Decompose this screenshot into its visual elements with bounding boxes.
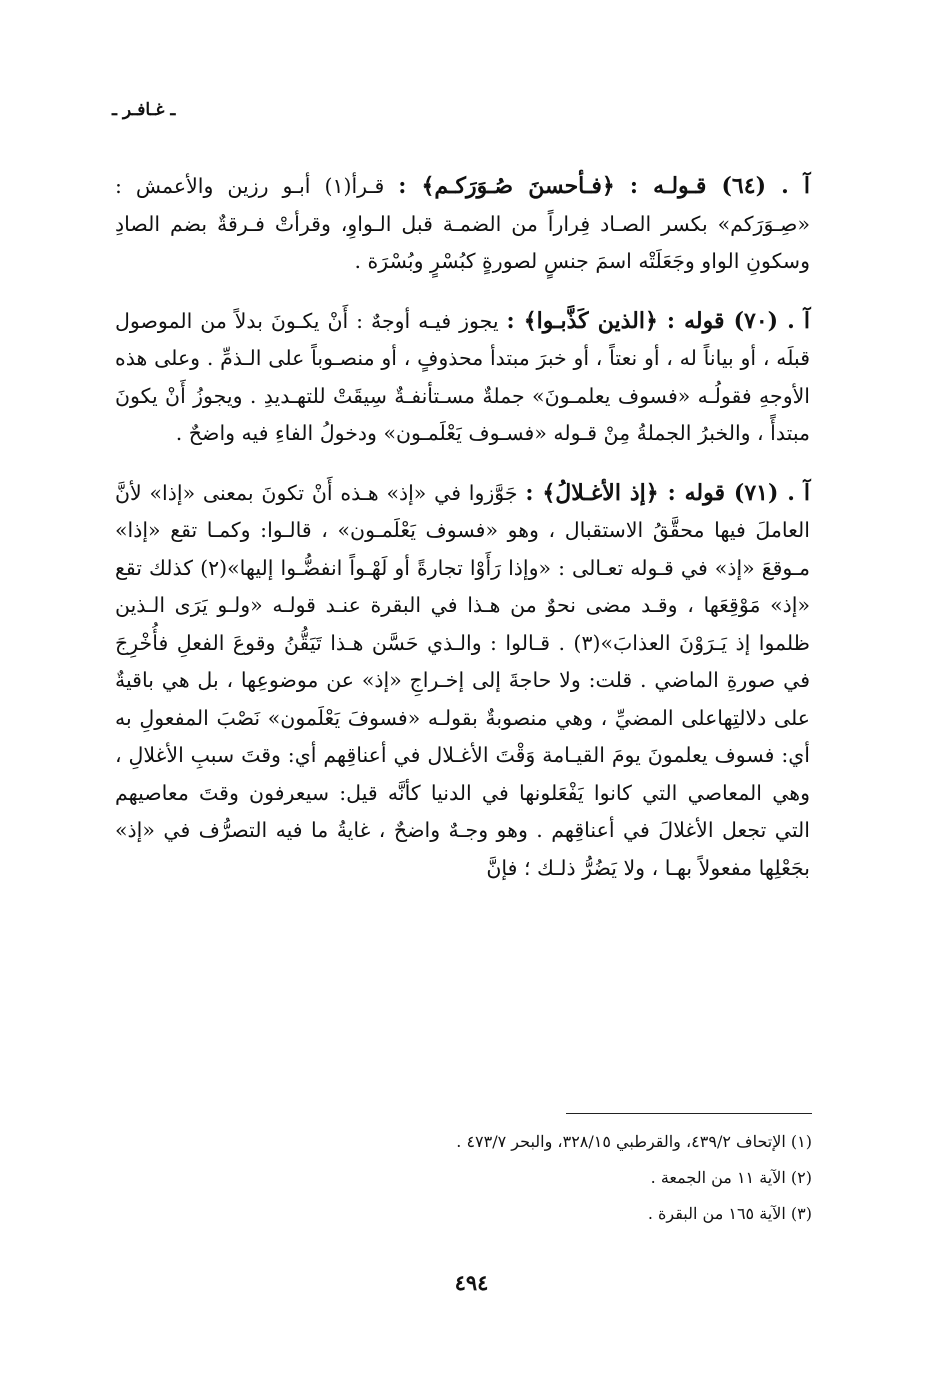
main-text xyxy=(115,168,810,909)
footnote-3: (٣) الآية ١٦٥ من البقرة . xyxy=(647,1204,812,1223)
verse-heading: آ . (٧١) قوله : ﴿إذ الأغـلالُ﴾ : xyxy=(525,479,810,506)
paragraph-verse-71 xyxy=(115,475,810,888)
paragraph-verse-70 xyxy=(115,303,810,453)
paragraph-body: جَوَّزوا في «إذ» هـذه أَنْ تكونَ بمعنى «إذا» لأنَّ العاملَ فيها محقَّقُ الاستقبال ، وهو «فسوف يَعْلَمـون» ، قالـوا: وكمـا تقع «إذا» مـوقعَ «إذ» في قـوله تعـالى : «وإذا رَأَوْا تجارةً أو لَهْـواً انفضُّـوا إليها»(٢) كذلك تقع «إذ» مَوْقِعَها ، وقـد مضى نحوٌ من هـذا في البقرة عنـد قولـه «ولـو يَرَى الـذين ظلموا إذ يَـرَوْنَ العذابَ»(٣) . قـالوا : والـذي حَسَّن هـذا تَيَقُّنُ وقوعَ الفعلِ فأُخْرِجَ في صورةِ الماضي . قلت: ولا حاجةَ إلى إخـراجِ «إذ» عن موضوعِها ، بل هي باقيةٌ على دلالتِهاعلى المضيِّ ، وهي منصوبةٌ بقولـه «فسوفَ يَعْلَمون» نَصْبَ المفعولِ به أي: فسوف يعلمونَ يومَ القيـامة وَقْتَ الأغـلال في أعناقِهم أي: وقتَ سببِ الأغلالِ ، وهي المعاصي التي كانوا يَفْعَلونها في الدنيا كأنَّه قيل: سيعرفون وقتَ معاصيهم التي تجعل الأغلالَ في أعناقِهم . وهو وجـهٌ واضحٌ ، غايةُ ما فيه التصرُّف في «إذ» بجَعْلِها مفعولاً بهـا ، ولا يَضُرُّ ذلـك ؛ فإنَّ xyxy=(115,480,811,880)
footnote-1: (١) الإتحاف ٤٣٩/٢، والقرطبي ٣٢٨/١٥، والبحر ٤٧٣/٧ . xyxy=(456,1132,812,1151)
page-number: ٤٩٤ xyxy=(454,1270,489,1295)
paragraph-verse-64 xyxy=(115,168,810,281)
running-header: ـ غـافـر ـ xyxy=(112,100,176,120)
paragraph-body: قـرأ(١) أبـو رزين والأعمش : «صِـوَرَكم» بكسر الصـاد فِراراً من الضمـة قبل الـواوِ، وقرأتْ فـرقةٌ بضم الصادِ وسكونِ الواو وجَعَلَتْه اسمَ جنسٍ لصورةٍ كبُسْرٍ وبُسْرَة . xyxy=(115,174,810,273)
verse-heading: آ . (٦٤) قـولـه : ﴿فـأحسنَ صُـوَرَكـم﴾ : xyxy=(398,173,810,199)
paragraph-body: يجوز فيـه أوجهٌ : أَنْ يكـونَ بدلاً من الموصول قبلَه ، أو بياناً له ، أو نعتاً ، أو خبرَ مبتدأ محذوفٍ ، أو منصـوباً على الـذمِّ . وعلى هذه الأوجهِ فقولُـه «فسوف يعلمـونَ» جملةٌ مسـتأنفـةٌ سِيقَتْ للتهـديدِ . ويجوزُ أَنْ يكونَ مبتدأً ، والخبرُ الجملةُ مِنْ قـوله «فسـوف يَعْلَمـون» ودخولُ الفاءِ فيه واضحٌ . xyxy=(115,308,810,445)
verse-heading: آ . (٧٠) قوله : ﴿الذين كَذَّبـوا﴾ : xyxy=(506,307,811,334)
footnotes xyxy=(300,1124,812,1232)
footnote-2: (٢) الآية ١١ من الجمعة . xyxy=(650,1168,812,1187)
footnote-separator xyxy=(566,1113,812,1114)
